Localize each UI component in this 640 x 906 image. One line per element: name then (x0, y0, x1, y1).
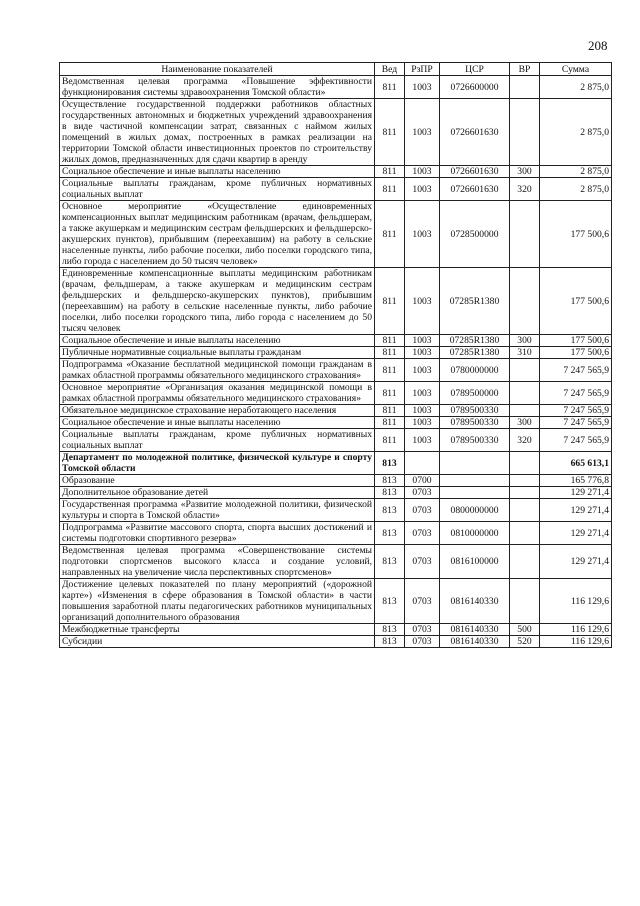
row-ved: 811 (375, 347, 405, 359)
header-rzpr: РзПР (405, 63, 440, 76)
row-rzpr: 0703 (405, 624, 440, 636)
row-csr: 0726601630 (440, 99, 510, 166)
row-rzpr: 1003 (405, 201, 440, 268)
row-vr (510, 522, 540, 545)
row-vr (510, 545, 540, 579)
row-ved: 811 (375, 382, 405, 405)
row-name: Единовременные компенсационные выплаты медицинским работникам (врачам, фельдшерам, а также акушеркам и медицинским сестрам фельдшерских и фельдшерско-акушерских пунктов), прибывшим (переехавшим) на работу в сельские населенные пункты, либо рабочие поселки, либо поселки городского типа, либо города с населением до 50 тысяч человек (60, 268, 375, 335)
row-rzpr: 0703 (405, 522, 440, 545)
table-row (60, 417, 612, 429)
row-ved: 811 (375, 335, 405, 347)
row-csr: 0816140330 (440, 624, 510, 636)
row-csr: 0728500000 (440, 201, 510, 268)
table-row (60, 335, 612, 347)
row-name: Субсидии (60, 636, 375, 648)
table-row (60, 452, 612, 475)
row-csr: 0789500000 (440, 382, 510, 405)
row-ved: 811 (375, 99, 405, 166)
row-sum: 2 875,0 (540, 178, 612, 201)
row-sum: 7 247 565,9 (540, 417, 612, 429)
row-csr: 0789500330 (440, 417, 510, 429)
row-name: Достижение целевых показателей по плану мероприятий («дорожной карте») «Изменения в сфере образования в Томской области» в части повышения заработной платы педагогических работников муниципальных организаций дополнительного образования (60, 579, 375, 624)
row-vr: 300 (510, 166, 540, 178)
budget-table (59, 62, 612, 648)
header-vr: ВР (510, 63, 540, 76)
row-name: Основное мероприятие «Осуществление единовременных компенсационных выплат медицинским работникам (врачам, фельдшерам, а также акушеркам и медицинским сестрам фельдшерских и фельдшерско-акушерских пунктов), прибывшим (переехавшим) на работу в сельские населенные пункты, либо рабочие поселки, либо поселки городского типа, либо города с населением до 50 тысяч человек» (60, 201, 375, 268)
row-vr (510, 99, 540, 166)
table-row (60, 624, 612, 636)
row-sum: 116 129,6 (540, 624, 612, 636)
row-sum: 665 613,1 (540, 452, 612, 475)
row-vr (510, 579, 540, 624)
row-name: Основное мероприятие «Организация оказания медицинской помощи в рамках областной программы обязательного медицинского страхования» (60, 382, 375, 405)
row-ved: 813 (375, 579, 405, 624)
row-csr: 0816140330 (440, 579, 510, 624)
row-vr (510, 405, 540, 417)
row-csr (440, 487, 510, 499)
table-row (60, 347, 612, 359)
row-ved: 811 (375, 166, 405, 178)
row-csr (440, 452, 510, 475)
row-sum: 129 271,4 (540, 499, 612, 522)
row-name: Межбюджетные трансферты (60, 624, 375, 636)
row-csr: 0810000000 (440, 522, 510, 545)
table-row (60, 475, 612, 487)
row-vr (510, 76, 540, 99)
table-body (60, 76, 612, 648)
row-rzpr: 0703 (405, 545, 440, 579)
row-csr: 0800000000 (440, 499, 510, 522)
row-rzpr: 0700 (405, 475, 440, 487)
row-vr: 310 (510, 347, 540, 359)
row-ved: 811 (375, 201, 405, 268)
row-ved: 813 (375, 636, 405, 648)
row-sum: 7 247 565,9 (540, 359, 612, 382)
row-sum: 177 500,6 (540, 335, 612, 347)
row-vr (510, 487, 540, 499)
row-vr (510, 475, 540, 487)
row-sum: 2 875,0 (540, 99, 612, 166)
row-name: Публичные нормативные социальные выплаты гражданам (60, 347, 375, 359)
row-name: Дополнительное образование детей (60, 487, 375, 499)
header-csr: ЦСР (440, 63, 510, 76)
row-sum: 116 129,6 (540, 636, 612, 648)
table-row (60, 545, 612, 579)
row-sum: 116 129,6 (540, 579, 612, 624)
page-number: 208 (588, 38, 608, 53)
row-csr: 0789500330 (440, 405, 510, 417)
row-vr (510, 201, 540, 268)
row-ved: 813 (375, 624, 405, 636)
row-vr: 320 (510, 429, 540, 452)
table-row (60, 178, 612, 201)
row-sum: 165 776,8 (540, 475, 612, 487)
table-row (60, 429, 612, 452)
row-name: Обязательное медицинское страхование неработающего населения (60, 405, 375, 417)
row-vr: 520 (510, 636, 540, 648)
row-ved: 813 (375, 522, 405, 545)
row-ved: 811 (375, 178, 405, 201)
row-ved: 813 (375, 452, 405, 475)
row-vr: 320 (510, 178, 540, 201)
row-ved: 813 (375, 499, 405, 522)
row-rzpr: 1003 (405, 405, 440, 417)
row-name: Социальное обеспечение и иные выплаты населению (60, 417, 375, 429)
row-rzpr: 0703 (405, 487, 440, 499)
row-sum: 7 247 565,9 (540, 429, 612, 452)
row-csr: 07285R1380 (440, 268, 510, 335)
row-ved: 813 (375, 475, 405, 487)
row-csr (440, 475, 510, 487)
table-row (60, 522, 612, 545)
row-ved: 811 (375, 417, 405, 429)
row-name: Социальные выплаты гражданам, кроме публичных нормативных социальных выплат (60, 178, 375, 201)
table-row (60, 499, 612, 522)
header-ved: Вед (375, 63, 405, 76)
row-csr: 0726601630 (440, 166, 510, 178)
row-vr (510, 268, 540, 335)
row-name: Образование (60, 475, 375, 487)
row-rzpr: 1003 (405, 178, 440, 201)
table-row (60, 359, 612, 382)
row-name: Социальное обеспечение и иные выплаты населению (60, 335, 375, 347)
header-name: Наименование показателей (60, 63, 375, 76)
row-name: Ведомственная целевая программа «Повышение эффективности функционирования системы здравоохранения Томской области» (60, 76, 375, 99)
header-sum: Сумма (540, 63, 612, 76)
row-vr: 300 (510, 417, 540, 429)
table-header-row (60, 63, 612, 76)
row-rzpr: 1003 (405, 166, 440, 178)
row-sum: 2 875,0 (540, 76, 612, 99)
row-name: Государственная программа «Развитие молодежной политики, физической культуры и спорта в Томской области» (60, 499, 375, 522)
row-name: Социальные выплаты гражданам, кроме публичных нормативных социальных выплат (60, 429, 375, 452)
table-row (60, 268, 612, 335)
row-rzpr: 1003 (405, 429, 440, 452)
row-csr: 0726600000 (440, 76, 510, 99)
row-rzpr: 1003 (405, 76, 440, 99)
row-rzpr: 1003 (405, 417, 440, 429)
row-vr (510, 382, 540, 405)
row-rzpr: 1003 (405, 268, 440, 335)
row-sum: 7 247 565,9 (540, 405, 612, 417)
table-row (60, 99, 612, 166)
row-sum: 129 271,4 (540, 487, 612, 499)
table-row (60, 201, 612, 268)
row-rzpr: 1003 (405, 335, 440, 347)
row-rzpr: 1003 (405, 99, 440, 166)
row-sum: 177 500,6 (540, 347, 612, 359)
row-rzpr: 1003 (405, 347, 440, 359)
row-csr: 0816140330 (440, 636, 510, 648)
table-row (60, 166, 612, 178)
row-vr (510, 359, 540, 382)
row-sum: 177 500,6 (540, 201, 612, 268)
row-vr: 300 (510, 335, 540, 347)
row-ved: 811 (375, 76, 405, 99)
row-rzpr: 1003 (405, 382, 440, 405)
row-ved: 813 (375, 545, 405, 579)
row-ved: 811 (375, 268, 405, 335)
row-sum: 7 247 565,9 (540, 382, 612, 405)
row-ved: 811 (375, 405, 405, 417)
row-rzpr: 1003 (405, 359, 440, 382)
row-csr: 0780000000 (440, 359, 510, 382)
row-vr (510, 452, 540, 475)
row-csr: 07285R1380 (440, 347, 510, 359)
row-rzpr: 0703 (405, 579, 440, 624)
table-row (60, 579, 612, 624)
row-csr: 0726601630 (440, 178, 510, 201)
row-csr: 07285R1380 (440, 335, 510, 347)
row-name: Подпрограмма «Развитие массового спорта, спорта высших достижений и системы подготовки спортивного резерва» (60, 522, 375, 545)
row-sum: 177 500,6 (540, 268, 612, 335)
table-row (60, 487, 612, 499)
row-ved: 811 (375, 359, 405, 382)
row-sum: 2 875,0 (540, 166, 612, 178)
row-sum: 129 271,4 (540, 545, 612, 579)
row-rzpr (405, 452, 440, 475)
row-name: Осуществление государственной поддержки работников областных государственных автономных и бюджетных учреждений здравоохранения в виде частичной компенсации затрат, связанных с наймом жилых помещений в жилых домах, построенных в рамках реализации на территории Томской области инвестиционных проектов по строительству жилых домов, предназначенных для сдачи квартир в аренду (60, 99, 375, 166)
table-row (60, 382, 612, 405)
row-csr: 0789500330 (440, 429, 510, 452)
row-csr: 0816100000 (440, 545, 510, 579)
table-row (60, 76, 612, 99)
row-name: Департамент по молодежной политике, физической культуре и спорту Томской области (60, 452, 375, 475)
table-row (60, 405, 612, 417)
row-name: Подпрограмма «Оказание бесплатной медицинской помощи гражданам в рамках областной программы обязательного медицинского страхования» (60, 359, 375, 382)
row-ved: 811 (375, 429, 405, 452)
row-name: Ведомственная целевая программа «Совершенствование системы подготовки спортсменов высокого класса и создание условий, направленных на увеличение числа перспективных спортсменов» (60, 545, 375, 579)
table-row (60, 636, 612, 648)
row-vr: 500 (510, 624, 540, 636)
row-rzpr: 0703 (405, 499, 440, 522)
row-sum: 129 271,4 (540, 522, 612, 545)
row-rzpr: 0703 (405, 636, 440, 648)
row-ved: 813 (375, 487, 405, 499)
row-vr (510, 499, 540, 522)
row-name: Социальное обеспечение и иные выплаты населению (60, 166, 375, 178)
